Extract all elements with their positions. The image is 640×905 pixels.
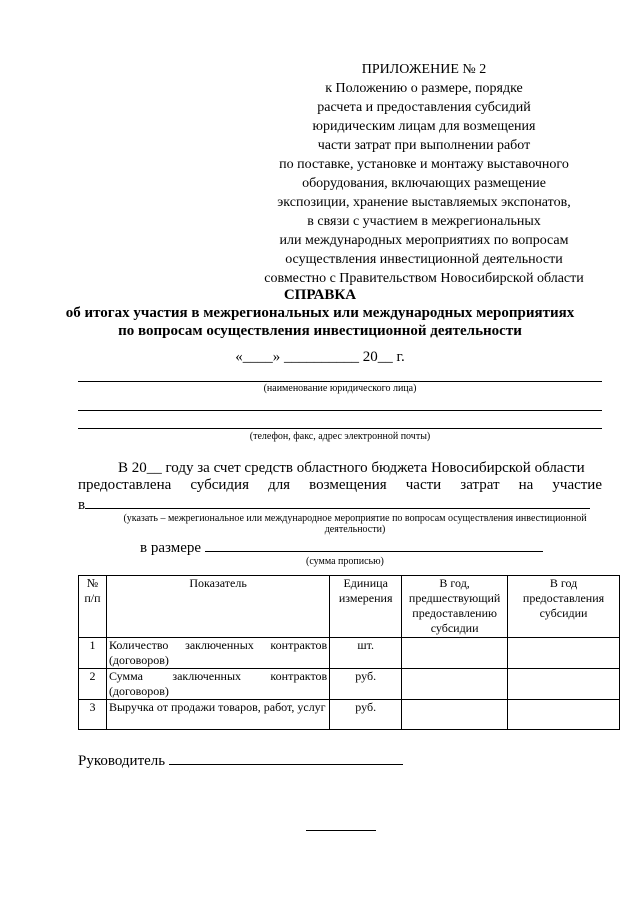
event-field[interactable] (85, 494, 590, 509)
row-num: 1 (79, 638, 107, 669)
amount-label: в размере (140, 540, 202, 556)
table-header-row (79, 576, 620, 638)
row-indicator: Количество заключенных контрактов (договоров) (106, 638, 329, 669)
subsidy-paragraph (78, 460, 602, 494)
end-mark (306, 830, 376, 831)
table-row (79, 669, 620, 700)
row-indicator: Выручка от продажи товаров, работ, услуг (106, 700, 329, 730)
title-line-2: по вопросам осуществления инвестиционной деятельности (118, 323, 522, 339)
appendix-line: к Положению о размере, порядке (325, 81, 523, 96)
header-num: № п/п (79, 576, 107, 638)
row-unit: руб. (330, 669, 402, 700)
title-line-1: об итогах участия в межрегиональных или международных мероприятиях (65, 305, 575, 321)
org-name-rule (78, 381, 602, 382)
row-current-value[interactable] (508, 638, 620, 669)
row-prev-value[interactable] (402, 669, 508, 700)
row-prev-value[interactable] (402, 638, 508, 669)
paragraph-line-2: предоставлена субсидия для возмещения части затрат на участие (78, 477, 602, 493)
document-title (0, 286, 640, 340)
event-prefix: в (78, 497, 86, 513)
blank-rule (78, 410, 602, 411)
indicators-table (78, 575, 620, 730)
signature-line (78, 750, 403, 770)
signer-label: Руководитель (78, 753, 166, 769)
contacts-rule (78, 428, 602, 429)
appendix-line: осуществления инвестиционной деятельности (285, 252, 563, 267)
event-line (78, 494, 602, 514)
appendix-line: в связи с участием в межрегиональных (307, 214, 541, 229)
row-indicator: Сумма заключенных контрактов (договоров) (106, 669, 329, 700)
appendix-line: совместно с Правительством Новосибирской области (264, 271, 584, 286)
row-num: 3 (79, 700, 107, 730)
paragraph-line-1: В 20__ году за счет средств областного бюджета Новосибирской области (118, 460, 585, 476)
table-row (79, 638, 620, 669)
appendix-line: по поставке, установке и монтажу выставочного (279, 157, 569, 172)
row-unit: шт. (330, 638, 402, 669)
contacts-caption: (телефон, факс, адрес электронной почты) (249, 431, 431, 442)
date-line: «____» __________ 20__ г. (235, 349, 405, 365)
header-prev-year: В год, предшествующий предоставлению субсидии (402, 576, 508, 638)
appendix-block (244, 60, 604, 288)
appendix-line: юридическим лицам для возмещения (312, 119, 536, 134)
row-num: 2 (79, 669, 107, 700)
amount-hint: (сумма прописью) (306, 556, 384, 567)
header-indicator: Показатель (106, 576, 329, 638)
row-current-value[interactable] (508, 669, 620, 700)
appendix-line: оборудования, включающих размещение (302, 176, 546, 191)
org-name-caption: (наименование юридического лица) (263, 383, 417, 394)
appendix-line: или международных мероприятиях по вопросам (279, 233, 569, 248)
appendix-line: расчета и предоставления субсидий (317, 100, 531, 115)
header-current-year: В год предоставления субсидии (508, 576, 620, 638)
appendix-line: ПРИЛОЖЕНИЕ № 2 (361, 62, 487, 77)
appendix-line: экспозиции, хранение выставляемых экспонатов, (277, 195, 571, 210)
event-hint: (указать – межрегиональное или международное мероприятие по вопросам осуществления инвестиционной деятельности) (123, 513, 587, 535)
row-unit: руб. (330, 700, 402, 730)
title-heading: СПРАВКА (283, 287, 357, 303)
signature-field[interactable] (169, 750, 403, 765)
amount-field[interactable] (205, 537, 543, 552)
header-unit: Единица измерения (330, 576, 402, 638)
appendix-line: части затрат при выполнении работ (317, 138, 531, 153)
row-prev-value[interactable] (402, 700, 508, 730)
row-current-value[interactable] (508, 700, 620, 730)
amount-line (140, 537, 543, 557)
table-row (79, 700, 620, 730)
